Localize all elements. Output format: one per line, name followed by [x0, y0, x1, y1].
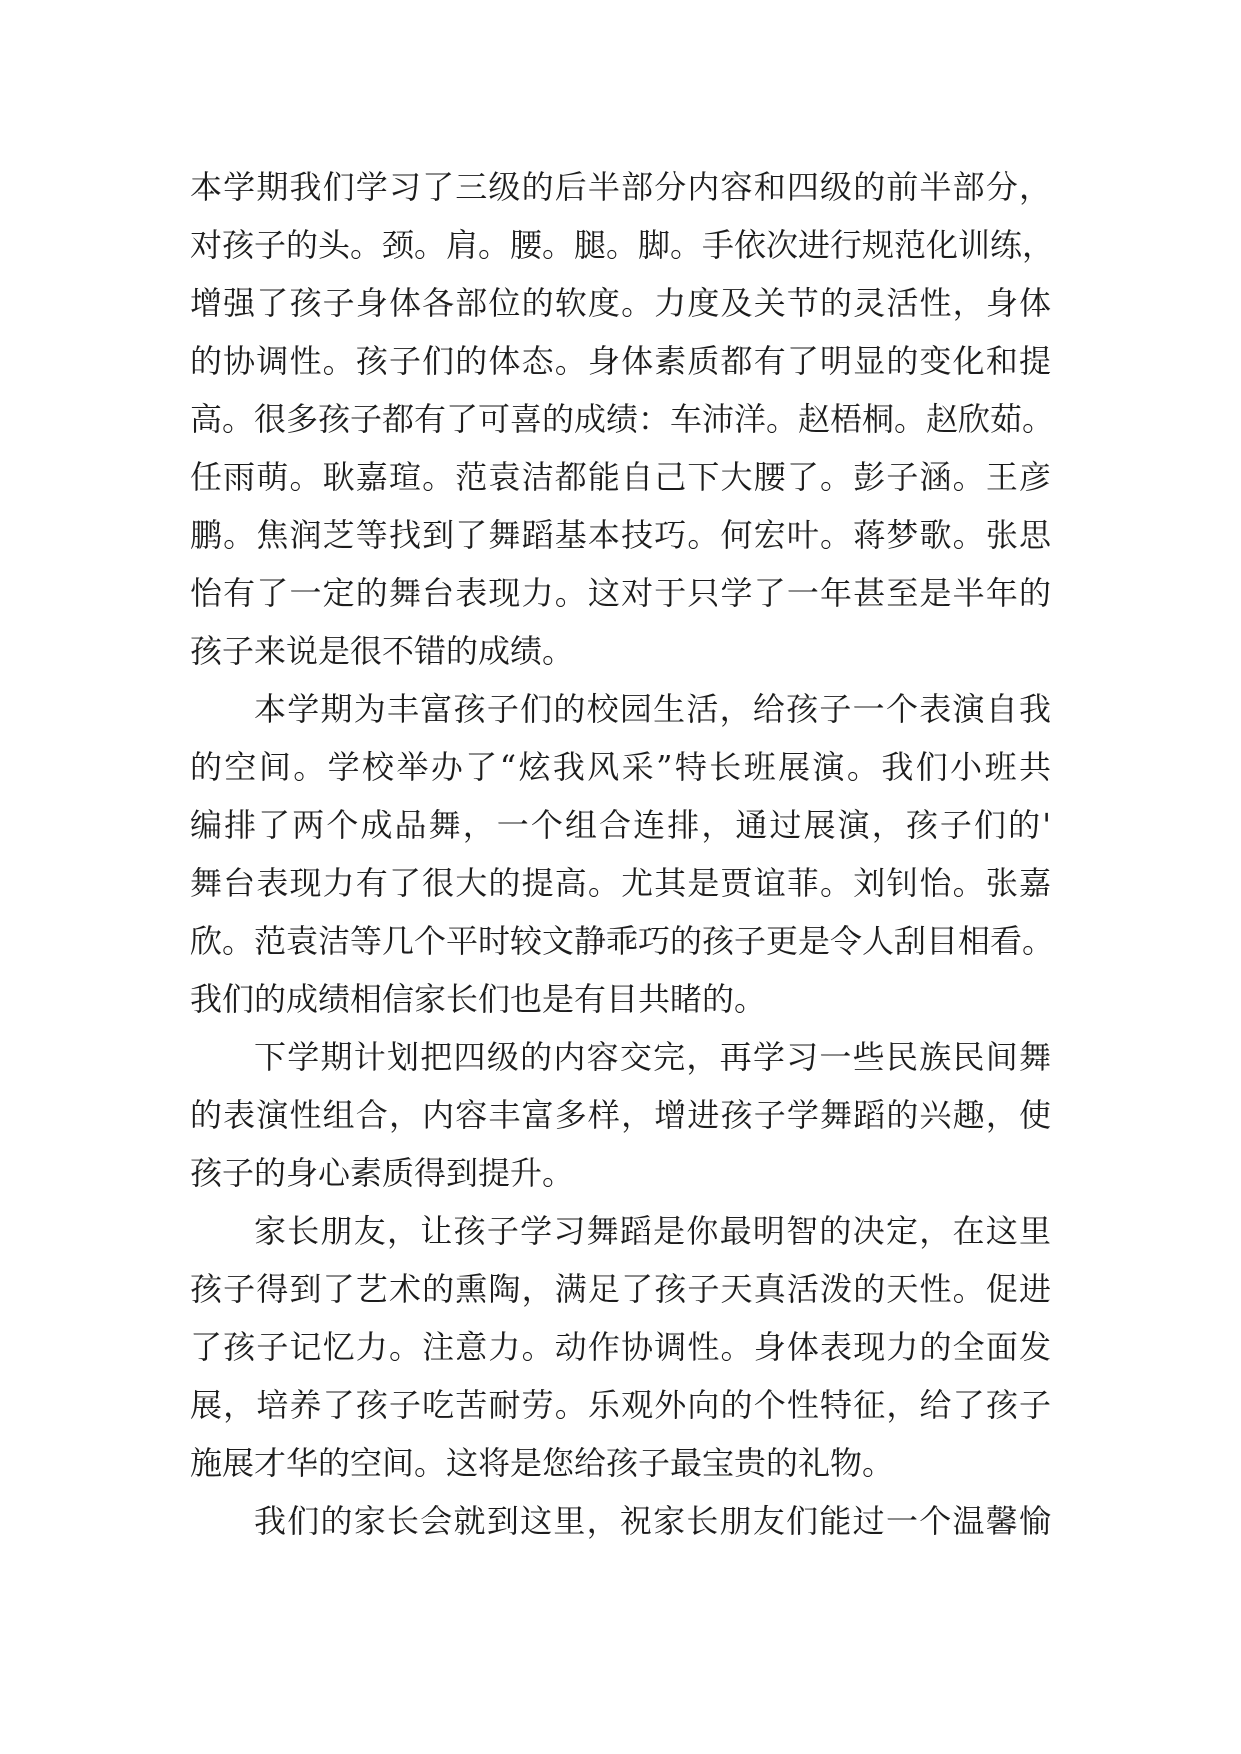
text-line: 舞台表现力有了很大的提高。尤其是贾谊菲。刘钊怡。张嘉	[190, 864, 1051, 902]
text-line: 欣。范袁洁等几个平时较文静乖巧的孩子更是令人刮目相看。	[190, 922, 1055, 960]
paragraph-3	[190, 1028, 1051, 1202]
text-line: 的表演性组合，内容丰富多样，增进孩子学舞蹈的兴趣，使	[190, 1096, 1051, 1134]
text-line: 对孩子的头。颈。肩。腰。腿。脚。手依次进行规范化训练，	[190, 226, 1055, 264]
text-line: 孩子的身心素质得到提升。	[190, 1154, 575, 1192]
text-line: 了孩子记忆力。注意力。动作协调性。身体表现力的全面发	[190, 1328, 1051, 1366]
text-line: 编排了两个成品舞，一个组合连排，通过展演，孩子们的'	[190, 806, 1051, 844]
text-line: 施展才华的空间。这将是您给孩子最宝贵的礼物。	[190, 1444, 895, 1482]
text-line: 本学期为丰富孩子们的校园生活，给孩子一个表演自我	[254, 690, 1051, 728]
text-line: 鹏。焦润芝等找到了舞蹈基本技巧。何宏叶。蒋梦歌。张思	[190, 516, 1051, 554]
paragraph-1	[190, 158, 1055, 680]
text-line: 的空间。学校举办了“炫我风采”特长班展演。我们小班共	[190, 748, 1051, 786]
text-line: 任雨萌。耿嘉瑄。范袁洁都能自己下大腰了。彭子涵。王彦	[190, 458, 1051, 496]
text-line: 怡有了一定的舞台表现力。这对于只学了一年甚至是半年的	[190, 574, 1051, 612]
text-line: 我们的家长会就到这里，祝家长朋友们能过一个温馨愉	[254, 1502, 1051, 1540]
text-line: 孩子得到了艺术的熏陶，满足了孩子天真活泼的天性。促进	[190, 1270, 1051, 1308]
text-line: 家长朋友，让孩子学习舞蹈是你最明智的决定，在这里	[254, 1212, 1051, 1250]
paragraph-2	[190, 680, 1055, 1028]
document-body	[190, 158, 1055, 1550]
text-line: 的协调性。孩子们的体态。身体素质都有了明显的变化和提	[190, 342, 1051, 380]
text-line: 孩子来说是很不错的成绩。	[190, 632, 575, 670]
paragraph-5	[190, 1492, 1051, 1550]
text-line: 本学期我们学习了三级的后半部分内容和四级的前半部分，	[190, 168, 1051, 206]
text-line: 高。很多孩子都有了可喜的成绩：车沛洋。赵梧桐。赵欣茹。	[190, 400, 1055, 438]
text-line: 下学期计划把四级的内容交完，再学习一些民族民间舞	[254, 1038, 1051, 1076]
text-line: 增强了孩子身体各部位的软度。力度及关节的灵活性，身体	[190, 284, 1051, 322]
text-line: 展，培养了孩子吃苦耐劳。乐观外向的个性特征，给了孩子	[190, 1386, 1051, 1424]
text-line: 我们的成绩相信家长们也是有目共睹的。	[190, 980, 767, 1018]
paragraph-4	[190, 1202, 1051, 1492]
